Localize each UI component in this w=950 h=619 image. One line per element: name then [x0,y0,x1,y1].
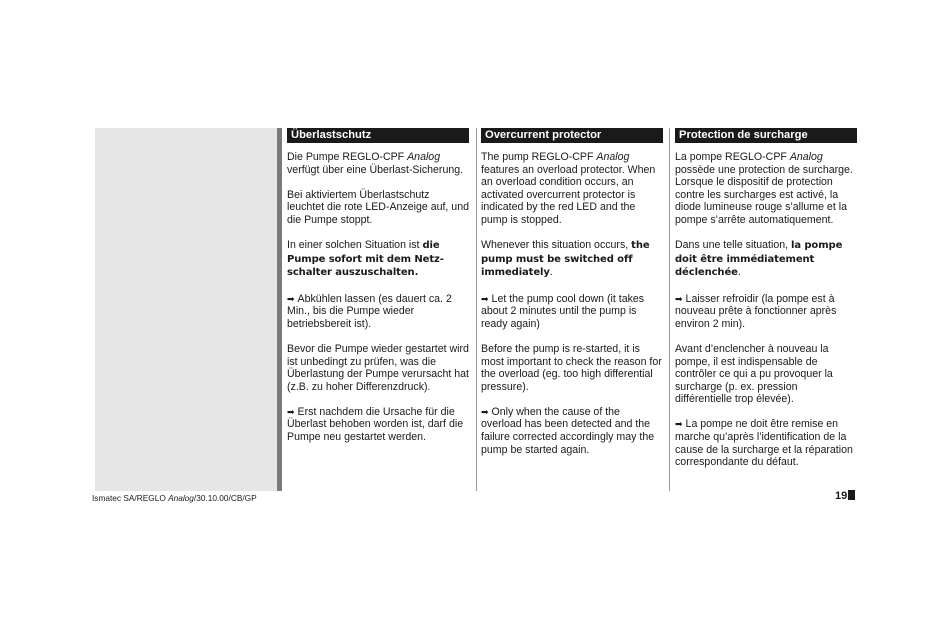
paragraph [287,293,469,331]
column-body [481,151,663,456]
column-heading: Overcurrent protector [481,128,663,143]
doc-ref-italic: Analog [168,493,194,503]
paragraph [675,418,857,468]
paragraph-text: Only when the cause of the overload has been detected and the failure corrected accordingly may the pump be started again. [481,405,655,456]
paragraph-text: verfügt über eine Überlast-Sicherung. [287,163,464,176]
paragraph-text: la pompe doit être immédiatement déclenchée [675,240,843,279]
paragraph-text: Analog [596,151,630,163]
paragraph [287,343,469,393]
paragraph-text: Bei aktiviertem Überlastschutz leuchtet die rote LED-Anzeige auf, und die Pumpe stoppt. [287,188,469,226]
paragraph-text: The pump REGLO-CPF [481,151,597,163]
paragraph [287,151,469,176]
paragraph [287,239,469,280]
column-body [675,151,857,469]
paragraph [481,151,663,227]
column-heading: Protection de surcharge [675,128,857,143]
paragraph [481,406,663,456]
margin-panel [95,128,277,491]
arrow-right-icon: ➡ [675,293,683,304]
paragraph [481,239,663,280]
paragraph-text: Abkühlen lassen (es dauert ca. 2 Min., bis die Pumpe wieder betriebsbereit ist). [287,292,452,330]
document-reference [92,492,257,505]
paragraph-text: features an overload protector. When an overload condition occurs, an activated overcurrent protector is indicated by the red LED and the pump is stopped. [481,163,656,226]
arrow-right-icon: ➡ [481,406,489,417]
paragraph-text: Die Pumpe REGLO-CPF [287,151,408,163]
paragraph-text: Bevor die Pumpe wieder gestartet wird ist unbedingt zu prüfen, was die Überlastung der Pumpe verursacht hat (z.B. zu hoher Differenzdruck). [287,342,469,393]
paragraph-text: Erst nachdem die Ursache für die Überlast behoben worden ist, darf die Pumpe neu gestartet werden. [287,405,464,444]
paragraph-text: Avant d’enclencher à nouveau la pompe, il est indispensable de contrôler ce qui a pu provoquer la surcharge (p. ex. pression différentielle trop élevée). [675,342,833,406]
column-body [287,151,469,444]
page-marker [848,490,855,500]
arrow-right-icon: ➡ [481,293,489,304]
paragraph-text: possède une protection de surcharge. Lorsque le dispositif de protection contre les surcharges est activé, la diode lumineuse rouge s’allume et la pompe s’arrête automatiquement. [675,163,853,226]
paragraph [481,343,663,393]
paragraph-text: Laisser refroidir (la pompe est à nouveau prête à fonctionner après environ 2 min). [675,292,837,330]
paragraph-text: Before the pump is re-started, it is most important to check the reason for the overload (eg. too high differential pressure). [481,342,662,393]
paragraph-text: Dans une telle situation, [675,239,792,252]
paragraph-text: La pompe ne doit être remise en marche qu’après l’identification de la cause de la surcharge et la réparation correspondante du défaut. [675,418,853,469]
paragraph-text: . [549,266,553,279]
page-number-text: 19 [835,490,848,502]
paragraph [675,343,857,406]
column-english [481,128,663,469]
paragraph-text: In einer solchen Situation ist [287,239,423,252]
doc-ref-prefix: Ismatec SA/REGLO [92,493,169,503]
column-divider [669,128,670,491]
doc-ref-suffix: /30.10.00/CB/GP [193,493,257,503]
paragraph-text: the pump must be switched off immediately [481,240,650,279]
paragraph-text: Whenever this situation occurs, [481,239,632,252]
paragraph [675,239,857,280]
column-divider [476,128,477,491]
arrow-right-icon: ➡ [287,293,295,304]
paragraph [675,293,857,331]
arrow-right-icon: ➡ [675,419,683,430]
paragraph [287,406,469,444]
paragraph [481,293,663,331]
margin-rule [277,128,282,491]
column-french [675,128,857,481]
paragraph-text: La pompe REGLO-CPF [675,151,790,163]
paragraph [287,189,469,227]
arrow-right-icon: ➡ [287,406,295,417]
page-number [835,490,855,503]
paragraph [675,151,857,227]
column-heading: Überlastschutz [287,128,469,143]
paragraph-text: die Pumpe sofort mit dem Netz-schalter auszuschalten. [287,240,444,279]
paragraph-text: Analog [407,151,441,163]
column-german [287,128,469,456]
paragraph-text: Analog [789,151,823,163]
paragraph-text: Let the pump cool down (it takes about 2 minutes until the pump is ready again) [481,292,645,330]
paragraph-text: . [737,266,741,279]
